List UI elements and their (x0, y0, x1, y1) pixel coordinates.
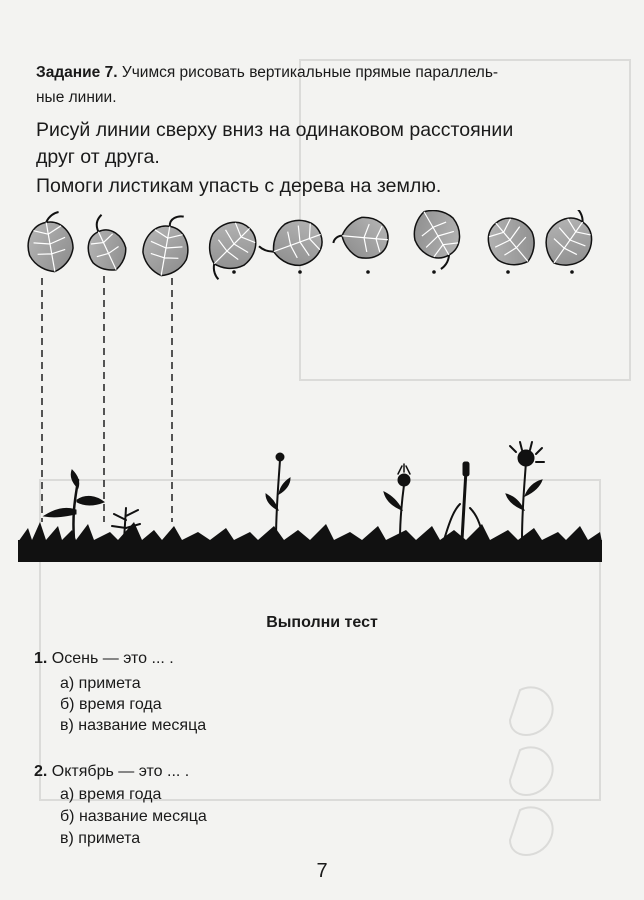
dashed-guide-lines (42, 276, 172, 522)
leaf-8[interactable] (479, 210, 545, 276)
leaf-1[interactable] (23, 211, 77, 276)
leaf-9[interactable] (536, 210, 606, 276)
ground (18, 522, 602, 562)
question-1-option-c[interactable]: в) название месяца (60, 717, 207, 734)
plants (44, 442, 544, 540)
task-header (36, 60, 606, 110)
leaf-5[interactable] (255, 214, 329, 277)
leaf-6[interactable] (332, 215, 389, 260)
question-1-option-a[interactable]: а) примета (60, 675, 141, 692)
question-2 (34, 761, 189, 783)
task-text-line1: Учимся рисовать вертикальные прямые параллель- (121, 64, 499, 81)
question-2-number: 2. (34, 763, 48, 780)
question-1 (34, 648, 174, 670)
instruction-line2: друг от друга. (36, 146, 160, 168)
task-label: Задание 7. (36, 64, 118, 81)
question-2-text: Октябрь — это ... . (51, 763, 190, 780)
task-text-line2: ные линии. (36, 89, 117, 106)
question-2-option-b[interactable]: б) название месяца (60, 808, 207, 825)
instruction-line1: Рисуй линии сверху вниз на одинаковом расстоянии (36, 119, 514, 141)
question-1-option-b[interactable]: б) время года (60, 696, 162, 713)
leaf-4[interactable] (193, 213, 266, 286)
instruction-help-leaves (36, 173, 626, 200)
instruction-line3: Помоги листикам упасть с дерева на землю. (36, 175, 442, 197)
leaf-3[interactable] (139, 211, 194, 280)
start-dots (232, 270, 574, 274)
leaf-7[interactable] (405, 210, 473, 273)
question-1-number: 1. (34, 650, 48, 667)
instruction-draw-lines (36, 117, 626, 171)
question-1-text: Осень — это ... . (51, 650, 174, 667)
page-number: 7 (316, 860, 328, 882)
question-2-option-c[interactable]: в) примета (60, 830, 141, 847)
leaf-2[interactable] (76, 211, 133, 277)
question-2-option-a[interactable]: а) время года (60, 786, 162, 803)
leaves-exercise-illustration (14, 210, 614, 570)
test-title: Выполни тест (266, 614, 378, 631)
